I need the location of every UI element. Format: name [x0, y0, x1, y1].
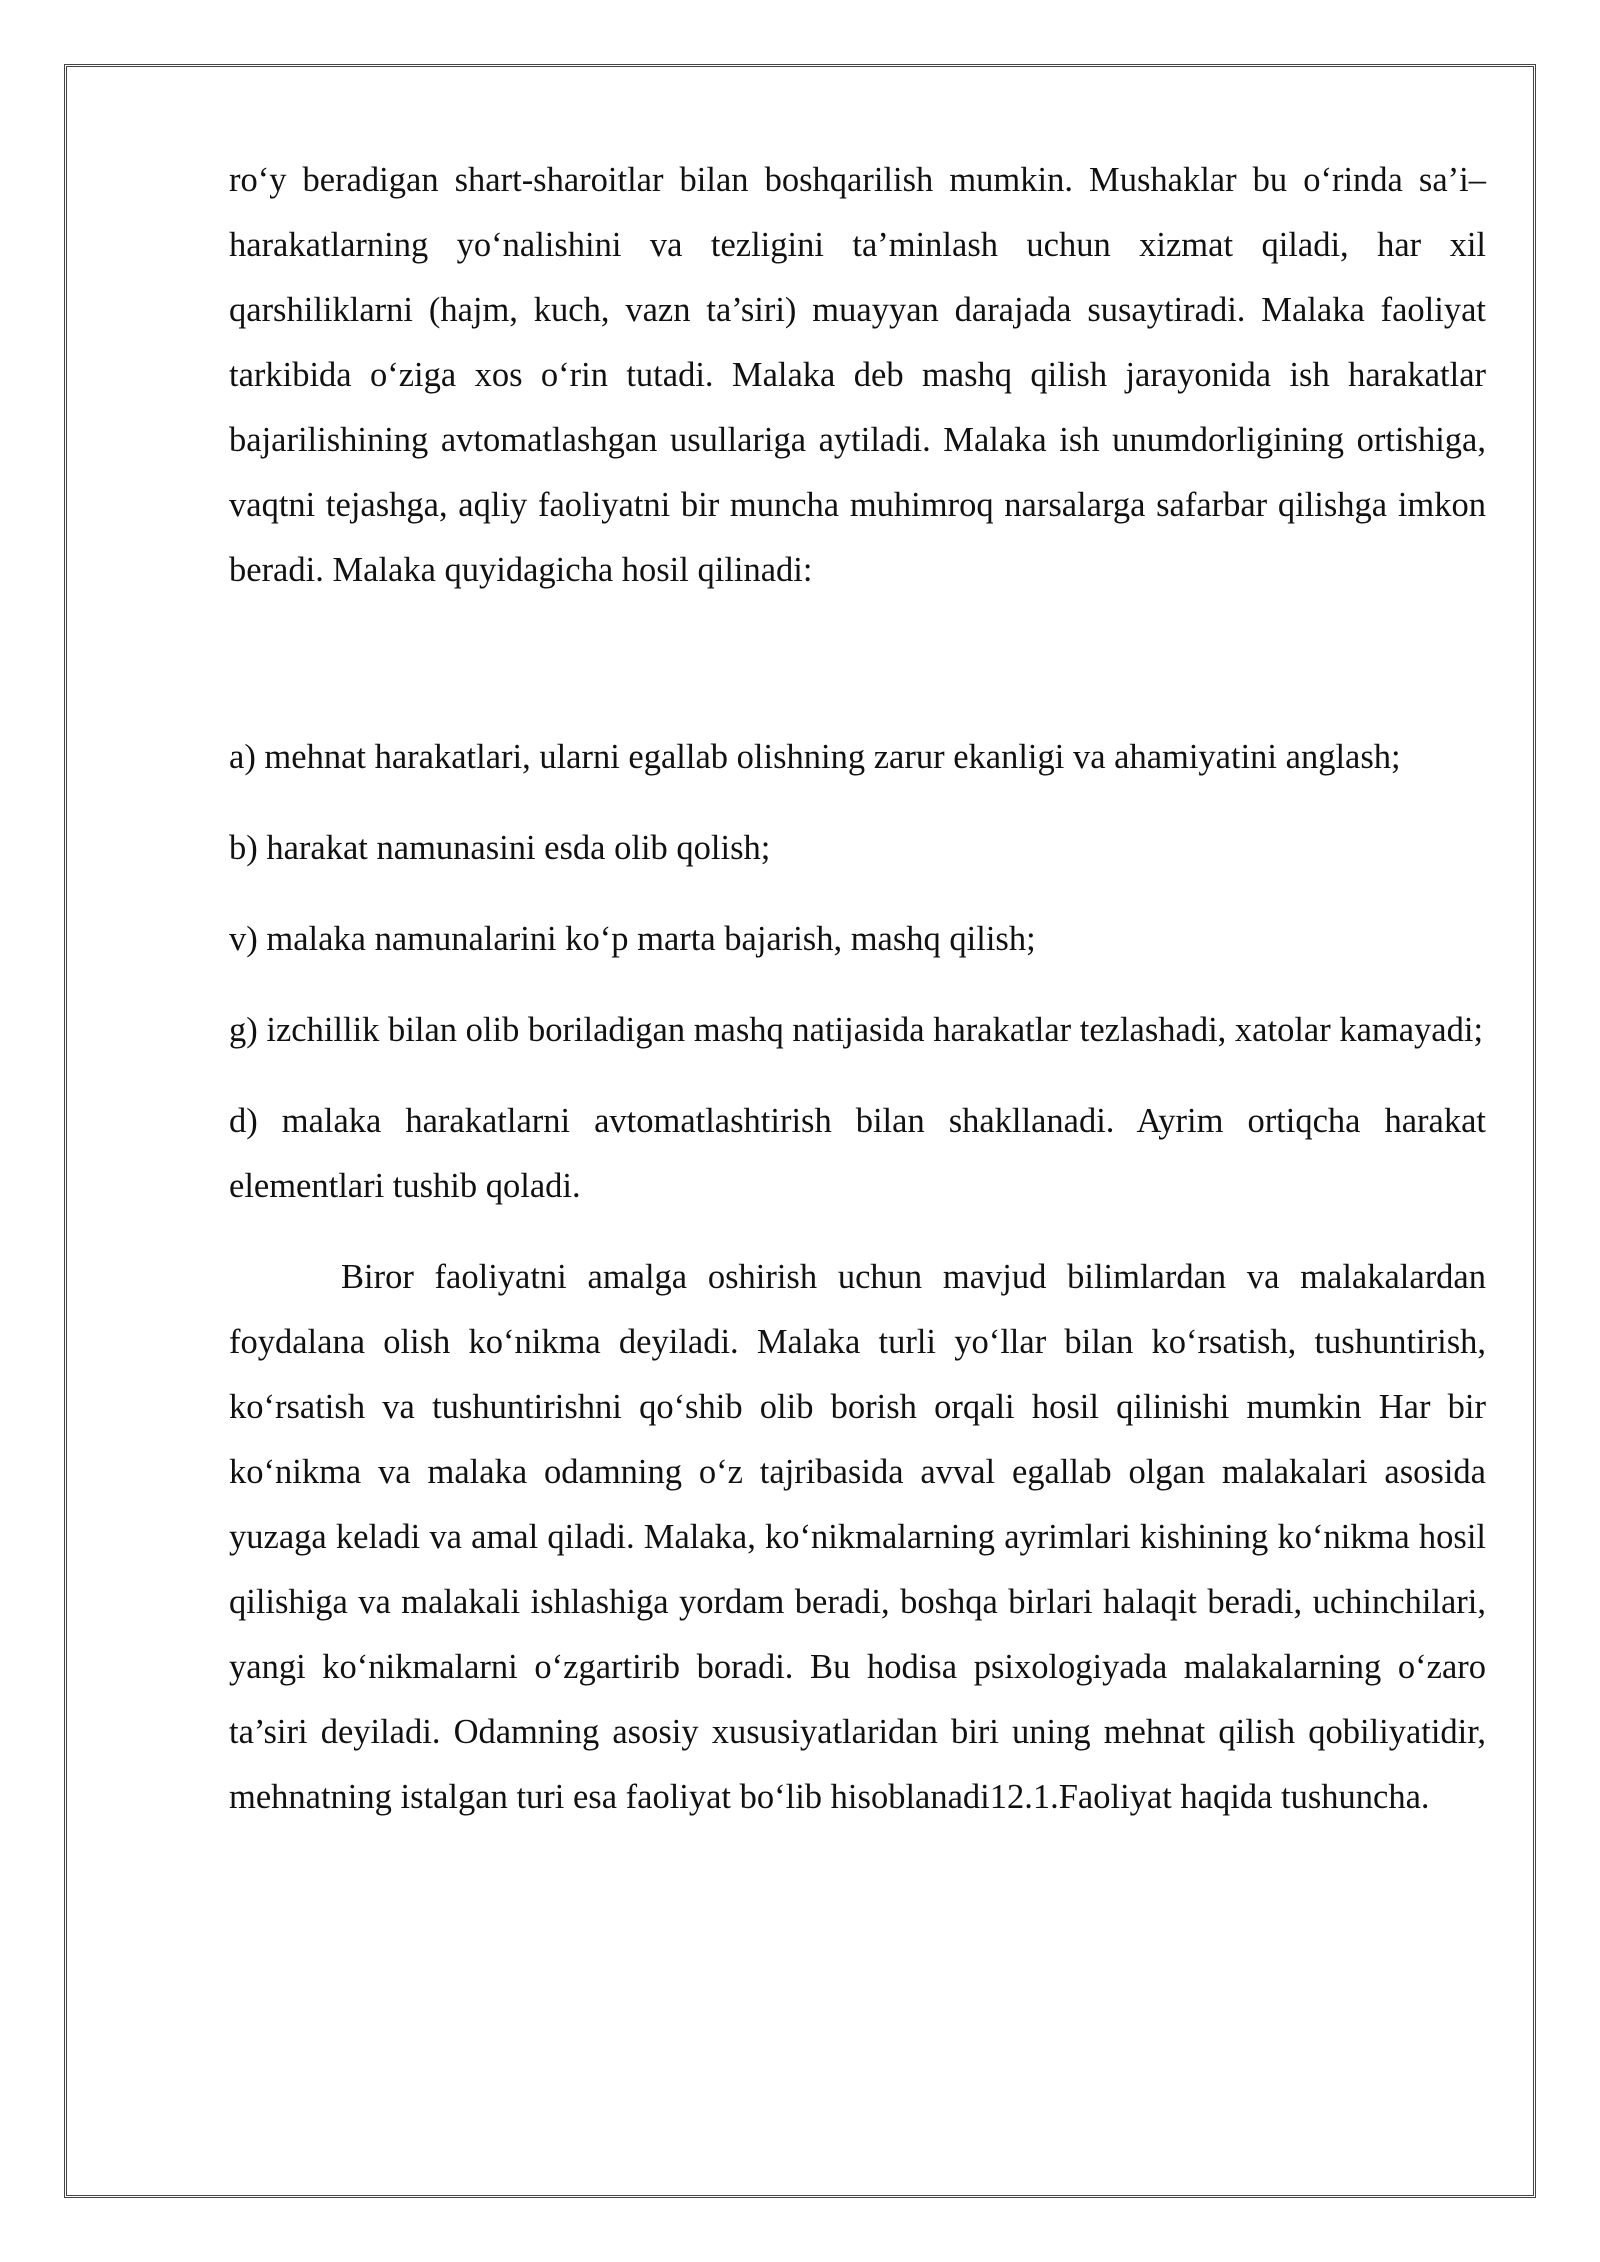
- list-item: g) izchillik bilan olib boriladigan mashq natijasida harakatlar tezlashadi, xatolar kamayadi;: [229, 1011, 1484, 1049]
- document-body: [229, 148, 1486, 1830]
- list-item: v) malaka namunalarini ko‘p marta bajarish, mashq qilish;: [229, 920, 1036, 958]
- list-item: d) malaka harakatlarni avtomatlashtirish bilan shakllanadi. Ayrim ortiqcha harakat elementlari tushib qoladi.: [229, 1102, 1486, 1205]
- steps-list: [229, 725, 1486, 1219]
- list-item: b) harakat namunasini esda olib qolish;: [229, 829, 771, 867]
- intro-paragraph: ro‘y beradigan shart-sharoitlar bilan boshqarilish mumkin. Mushaklar bu o‘rinda sa’i– harakatlarning yo‘nalishini va tezligini ta’minlash uchun xizmat qiladi, har xil qarshiliklarni (hajm, kuch, vazn ta’siri) muayyan darajada susaytiradi. Malaka faoliyat tarkibida o‘ziga xos o‘rin tutadi. Malaka deb mashq qilish jarayonida ish harakatlar bajarilishining avtomatlashgan usullariga aytiladi. Malaka ish unumdorligining ortishiga, vaqtni tejashga, aqliy faoliyatni bir muncha muhimroq narsalarga safarbar qilishga imkon beradi. Malaka quyidagicha hosil qilinadi:: [229, 161, 1486, 589]
- list-item: a) mehnat harakatlari, ularni egallab olishning zarur ekanligi va ahamiyatini anglash;: [229, 738, 1401, 776]
- main-paragraph: Biror faoliyatni amalga oshirish uchun mavjud bilimlardan va malakalardan foydalana olish ko‘nikma deyiladi. Malaka turli yo‘llar bilan ko‘rsatish, tushuntirish, ko‘rsatish va tushuntirishni qo‘shib olib borish orqali hosil qilinishi mumkin Har bir ko‘nikma va malaka odamning o‘z tajribasida avval egallab olgan malakalari asosida yuzaga keladi va amal qiladi. Malaka, ko‘nikmalarning ayrimlari kishining ko‘nikma hosil qilishiga va malakali ishlashiga yordam beradi, boshqa birlari halaqit beradi, uchinchilari, yangi ko‘nikmalarni o‘zgartirib boradi. Bu hodisa psixologiyada malakalarning o‘zaro ta’siri deyiladi. Odamning asosiy xususiyatlaridan biri uning mehnat qilish qobiliyatidir, mehnatning istalgan turi esa faoliyat bo‘lib hisoblanadi12.1.Faoliyat haqida tushuncha.: [229, 1258, 1486, 1816]
